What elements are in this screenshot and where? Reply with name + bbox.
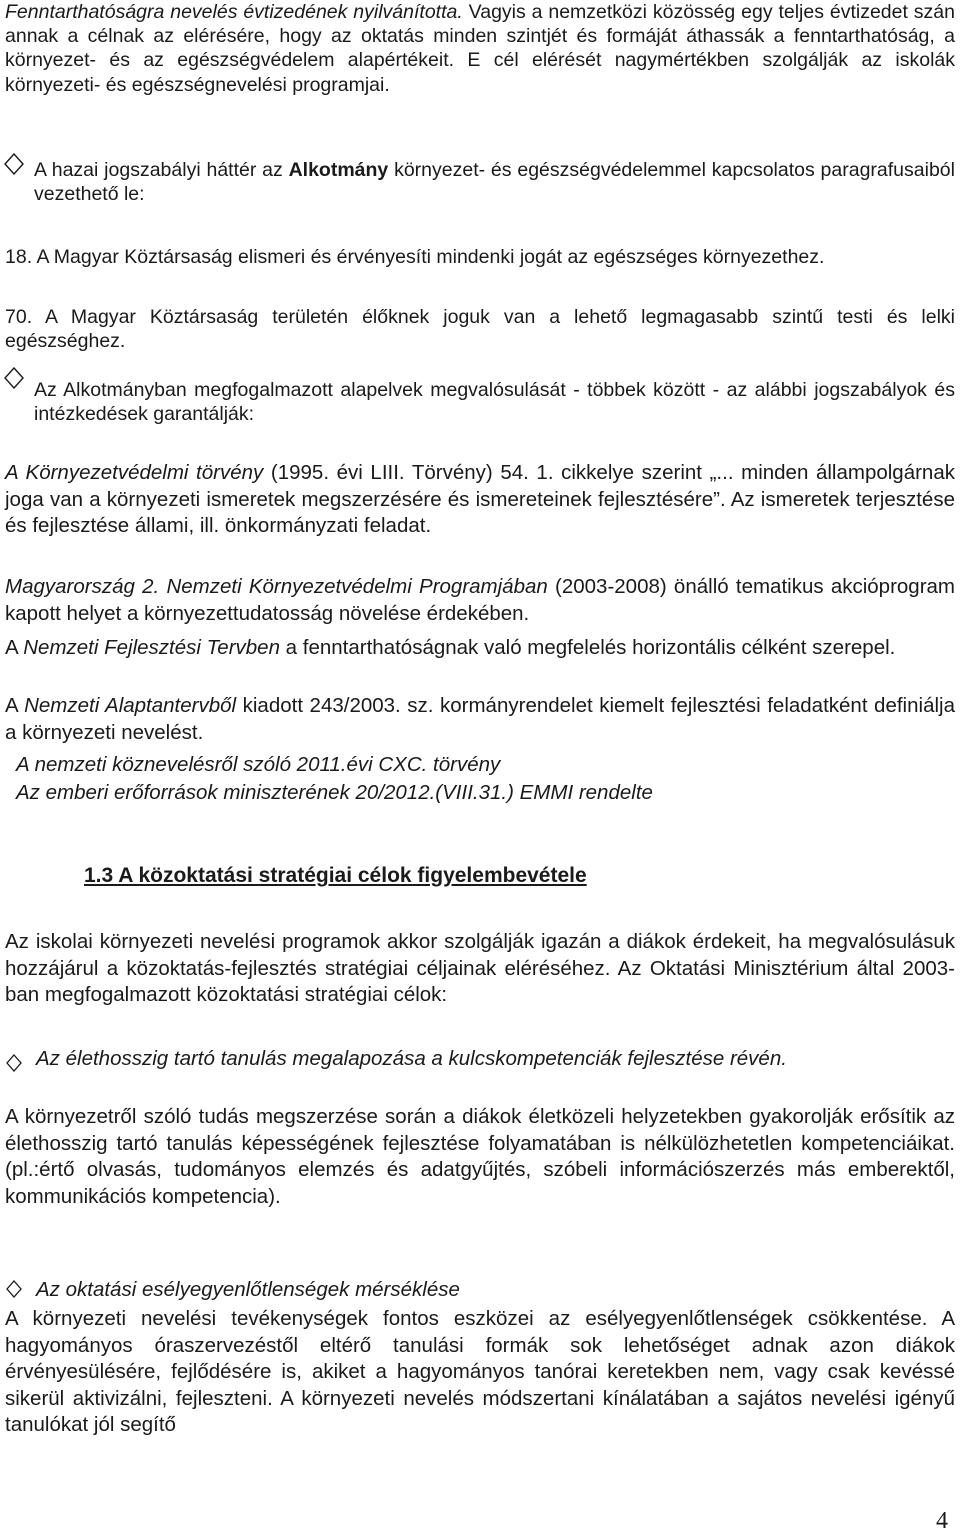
paragraph-decade-intro (5, 0, 955, 97)
text-segment: A Magyar Köztársaság elismeri és érvényesíti mindenki jogát az egészséges környezethez. (32, 246, 825, 268)
paragraph-environmental-activities (5, 1306, 955, 1439)
text-segment: A Magyar Köztársaság területén élőknek joguk van a lehető legmagasabb szintű testi és lelki egészséghez. (5, 306, 955, 353)
text-segment: Vagyis a nemzetközi közösség egy teljes évtizedet szán annak a célnak az elérésére, hogy az oktatás minden szintjét és formáját áthassák a fenntarthatóság, a környezet- és az egészségvédelem alapértékeit. E cél elérését nagymértékben szolgálják az iskolák környezeti- és egészségnevelési programjai. (5, 1, 955, 96)
text-segment: Az iskolai környezeti nevelési programok akkor szolgálják igazán a diákok érdekeit, ha megvalósulásuk hozzájárul a közoktatás-fejlesztés stratégiai céljainak eléréséhez. Az Oktatási Minisztérium által 2003-ban megfogalmazott közoktatási stratégiai célok: (5, 930, 955, 1006)
text-segment: Az Alkotmányban megfogalmazott alapelvek megvalósulását - többek között - az alábbi jogszabályok és intézkedések garantálják: (34, 379, 955, 426)
text-segment: Fenntarthatóságra nevelés évtizedének nyilvánította. (5, 1, 463, 23)
page-number: 4 (936, 1508, 948, 1534)
text-segment: 70. (5, 306, 33, 328)
text-segment: Nemzeti Környezetvédelmi Programjában (166, 575, 548, 598)
diamond-bullet-icon (4, 153, 24, 175)
text-segment: Magyarország 2. (5, 575, 160, 598)
paragraph-education-act (16, 752, 955, 779)
paragraph-development-plan (5, 635, 955, 662)
diamond-bullet-icon (4, 367, 24, 389)
text-segment: A környezetről szóló tudás megszerzése során a diákok életközeli helyzetekben gyakorolják erősítik az élethosszig tartó tanulás képességének fejlesztése folyamatában is nélkülözhetetlen kompetenciáikat. (pl.:értő olvasás, tudományos elemzés és adatgyűjtés, szóbeli információszerzés más emberektől, kommunikációs kompetencia). (5, 1105, 955, 1208)
section-heading (84, 862, 934, 890)
paragraph-strategy-intro (5, 929, 955, 1009)
text-segment: (1995. évi LIII. Törvény) 54. (263, 461, 529, 484)
text-segment: A nemzeti köznevelésről szóló 2011.évi CXC. törvény (16, 753, 501, 776)
text-segment: (2003-2008) önálló tematikus akcióprogram kapott helyet a környezettudatosság növelése érdekében. (5, 575, 956, 625)
paragraph-national-program (5, 574, 955, 627)
paragraph-knowledge-competences (5, 1104, 955, 1210)
diamond-bullet-icon (6, 1280, 22, 1298)
text-segment: 1.3 A közoktatási stratégiai célok figyelembevétele (84, 864, 587, 887)
paragraph-equal-opportunity (36, 1277, 955, 1304)
paragraph-article-18 (5, 245, 955, 269)
text-segment: a fenntarthatóságnak való megfelelés horizontális célként szerepel. (279, 636, 896, 659)
paragraph-article-70 (5, 305, 955, 353)
text-segment: kiadott 243/2003. sz. kormányrendelet kiemelt fejlesztési feladatként definiálja a környezeti nevelést. (5, 694, 955, 744)
paragraph-core-curriculum (5, 693, 955, 746)
text-segment: A (5, 694, 25, 717)
text-segment: A (5, 636, 24, 659)
text-segment: A környezeti nevelési tevékenységek fontos eszközei az esélyegyenlőtlenségek csökkentése. A hagyományos óraszervezéstől eltérő tanulási formák sok lehetőséget adnak azon diákok érvényesülésére, fejlődésére is, akiket a hagyományos tanórai keretekben nem, vagy csak kevéssé sikerül aktivizálni, fejleszteni. A környezeti nevelés módszertani kínálatában a sajátos nevelési igényű tanulókat jól segítő (5, 1307, 955, 1436)
paragraph-legal-background (34, 158, 955, 206)
text-segment: Az élethosszig tartó tanulás megalapozása a kulcskompetenciák fejlesztése révén. (36, 1047, 787, 1070)
paragraph-emmi-decree (16, 780, 955, 807)
text-segment: Nemzeti Fejlesztési Tervben (23, 636, 280, 659)
text-segment: Alkotmány (288, 159, 389, 181)
text-segment: Nemzeti Alaptantervből (24, 694, 237, 717)
text-segment: 18. (5, 246, 33, 268)
paragraph-environmental-act (5, 460, 955, 540)
text-segment: 1. cikkelye szerint „... minden állampolgárnak joga van a környezeti ismeretek megszerzésére és ismereteinek fejlesztésére”. Az ismeretek terjesztése és fejlesztése állami, ill. önkormányzati feladat. (5, 461, 955, 537)
paragraph-constitution-principles (34, 378, 955, 426)
text-segment: A Környezetvédelmi törvény (5, 461, 264, 484)
text-segment: Az oktatási esélyegyenlőtlenségek mérséklése (36, 1278, 460, 1301)
text-segment: környezet- és egészségvédelemmel kapcsolatos paragrafusaiból vezethető le: (34, 159, 955, 206)
text-segment: A hazai jogszabályi háttér az (34, 159, 289, 181)
paragraph-lifelong-learning (36, 1046, 955, 1073)
text-segment: Az emberi erőforrások miniszterének 20/2012.(VIII.31.) EMMI rendelte (16, 781, 653, 804)
diamond-bullet-icon (6, 1054, 22, 1072)
